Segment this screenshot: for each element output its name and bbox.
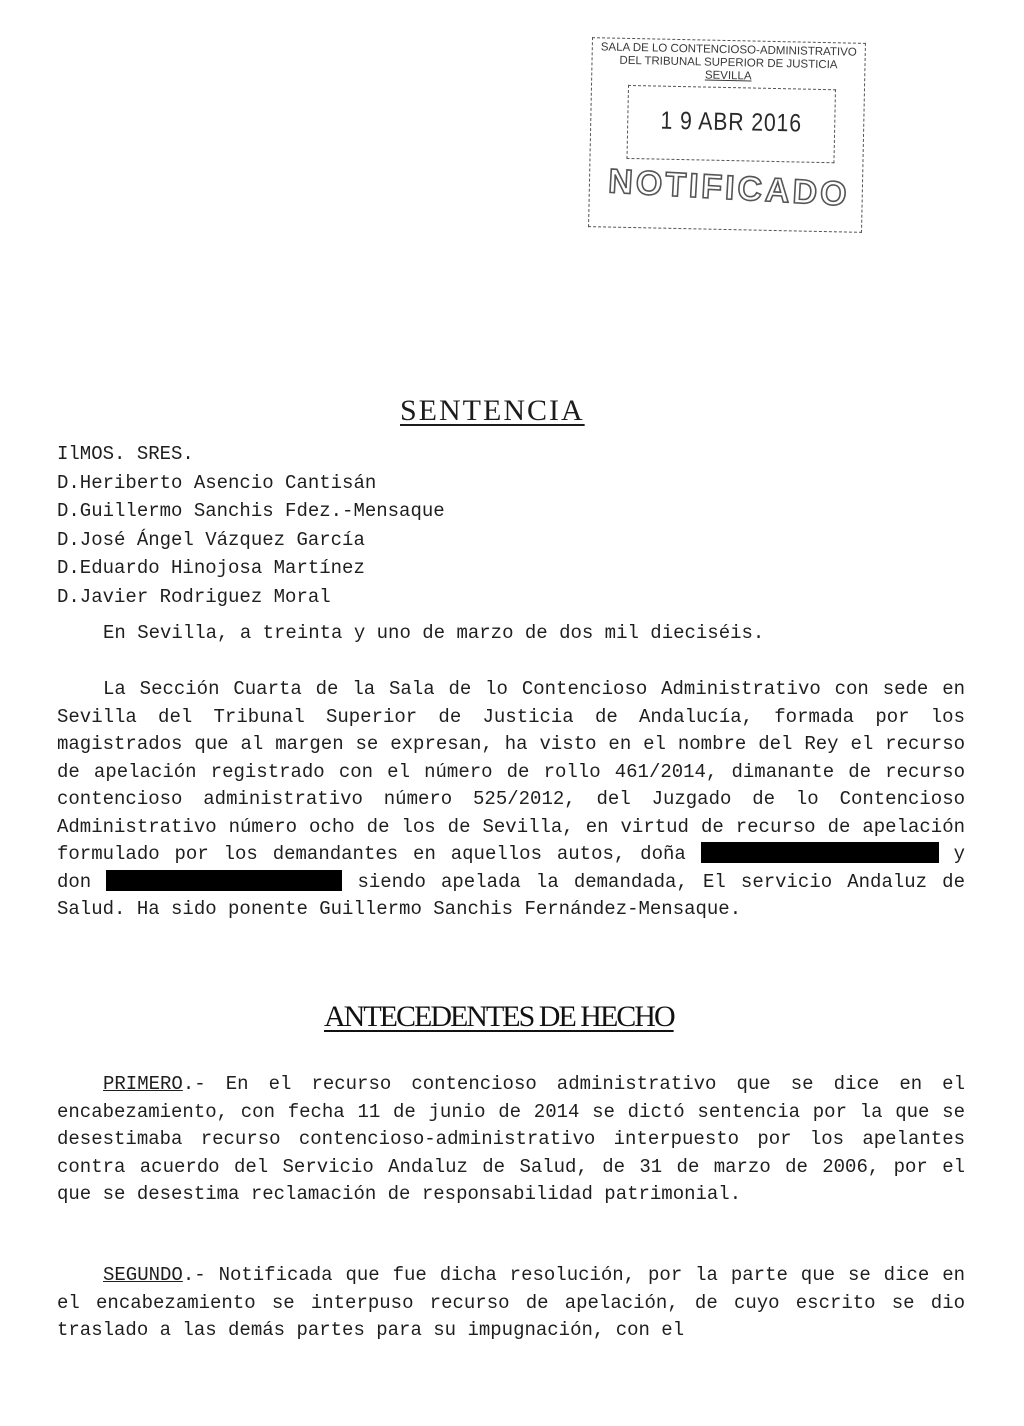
notification-stamp (588, 37, 866, 233)
antecedente-label: PRIMERO (103, 1073, 183, 1095)
antecedente-text: Notificada que fue dicha resolución, por la parte que se dice en el encabezamiento se interpuso recurso de apelación, de cuyo escrito se dio traslado a las demás partes para su impugnación, con el (57, 1264, 965, 1341)
antecedente-label: SEGUNDO (103, 1264, 183, 1286)
judge-name: D.Heriberto Asencio Cantisán (57, 471, 377, 494)
intro-text-part2: y don (57, 843, 965, 893)
judges-header: IlMOS. SRES. (57, 443, 194, 465)
intro-text-part1: La Sección Cuarta de la Sala de lo Contencioso Administrativo con sede en Sevilla del Tribunal Superior de Justicia de Andalucía, formada por los magistrados que al margen se expresan, ha visto en el nombre del Rey el recurso de apelación registrado con el número de rollo 461/2014, dimanante de recurso contencioso administrativo número 525/2012, del Juzgado de lo Contencioso Administrativo número ocho de los de Sevilla, en virtud de recurso de apelación formulado por los demandantes en aquellos autos, doña (57, 678, 965, 865)
judge-name: D.Eduardo Hinojosa Martínez (57, 557, 365, 579)
intro-text-part3: siendo apelada la demandada, El servicio Andaluz de Salud. Ha sido ponente Guillermo Sanchis Fernández-Mensaque. (57, 870, 965, 920)
stamp-date: 1 9 ABR 2016 (660, 106, 803, 138)
stamp-status: NOTIFICADO (607, 162, 851, 214)
judges-list (57, 440, 445, 611)
judge-name: D.Guillermo Sanchis Fdez.-Mensaque (57, 500, 445, 522)
antecedente-separator: .- (182, 1264, 219, 1286)
intro-paragraph (57, 676, 965, 924)
judge-name: D.José Ángel Vázquez García (57, 528, 365, 551)
antecedente-text: En el recurso contencioso administrativo que se dice en el encabezamiento, con fecha 11 de junio de 2014 se dictó sentencia por la que se desestimaba recurso contencioso-administrativo interpuesto por los apelantes contra acuerdo del Servicio Andaluz de Salud, de 31 de marzo de 2006, por el que se desestima reclamación de responsabilidad patrimonial. (57, 1073, 965, 1205)
antecedente-segundo (57, 1262, 965, 1345)
judge-name: D.Javier Rodriguez Moral (57, 585, 331, 608)
stamp-date-box (626, 85, 836, 163)
redaction-box (701, 842, 939, 863)
antecedente-primero (57, 1071, 965, 1209)
stamp-city: SEVILLA (704, 69, 752, 83)
section-title: ANTECEDENTES DE HECHO (324, 1000, 674, 1033)
date-place-line: En Sevilla, a treinta y uno de marzo de dos mil dieciséis. (103, 622, 765, 644)
antecedente-separator: .- (182, 1073, 226, 1095)
redaction-box (106, 870, 342, 891)
document-title: SENTENCIA (400, 394, 585, 427)
stamp-court-subtitle: DEL TRIBUNAL SUPERIOR DE JUSTICIA (619, 54, 838, 72)
stamp-court-name: SALA DE LO CONTENCIOSO-ADMINISTRATIVO (600, 41, 857, 59)
